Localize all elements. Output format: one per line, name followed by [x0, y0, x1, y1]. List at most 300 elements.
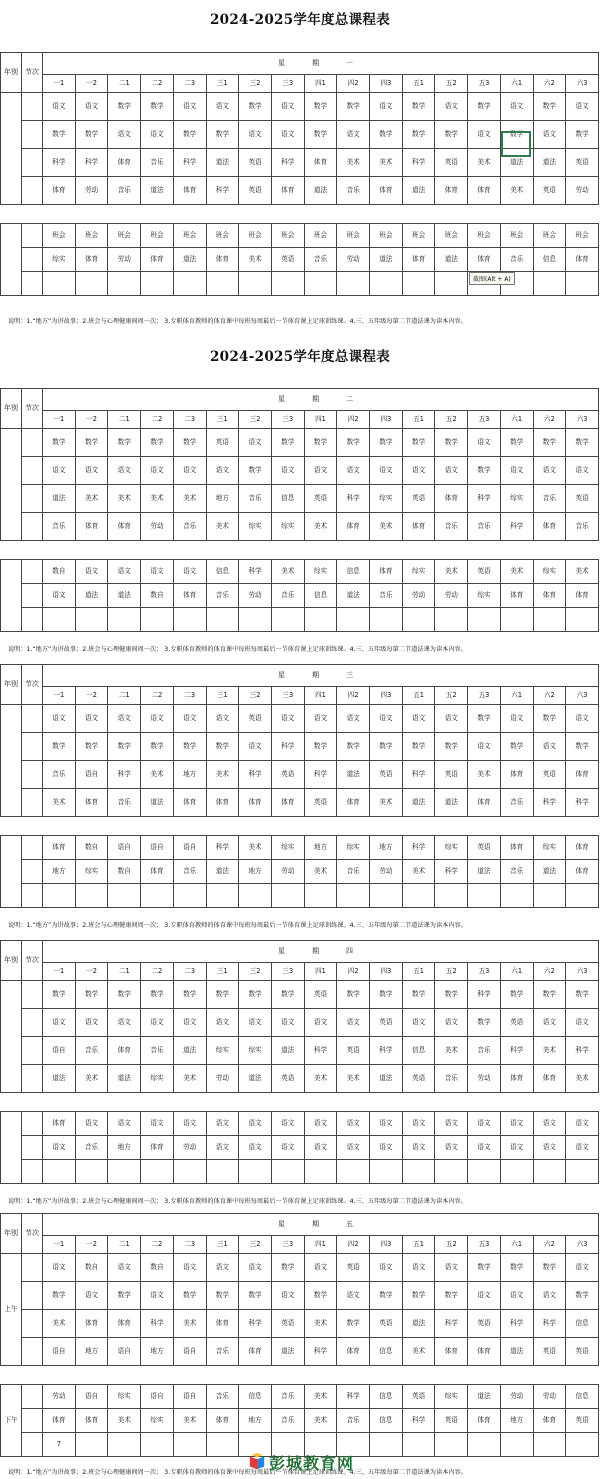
subject-cell[interactable]: 美术: [468, 761, 501, 789]
subject-cell[interactable]: 劳动: [337, 248, 370, 272]
subject-cell[interactable]: 数学: [304, 429, 337, 457]
subject-cell[interactable]: 体育: [206, 248, 239, 272]
subject-cell[interactable]: [43, 1160, 76, 1184]
subject-cell[interactable]: 语文: [206, 1136, 239, 1160]
subject-cell[interactable]: 语文: [566, 1112, 599, 1136]
subject-cell[interactable]: [108, 1433, 141, 1457]
subject-cell[interactable]: 数学: [141, 93, 174, 121]
subject-cell[interactable]: 语文: [337, 705, 370, 733]
subject-cell[interactable]: 音乐: [337, 177, 370, 205]
subject-cell[interactable]: 数学: [370, 733, 403, 761]
subject-cell[interactable]: 劳动: [108, 248, 141, 272]
subject-cell[interactable]: 语文: [75, 93, 108, 121]
subject-cell[interactable]: 音乐: [206, 584, 239, 608]
subject-cell[interactable]: [43, 884, 76, 908]
subject-cell[interactable]: 信息: [206, 560, 239, 584]
subject-cell[interactable]: 语文: [271, 121, 304, 149]
subject-cell[interactable]: 语文: [75, 560, 108, 584]
subject-cell[interactable]: 音乐: [75, 1037, 108, 1065]
subject-cell[interactable]: 音乐: [500, 248, 533, 272]
subject-cell[interactable]: 地方: [304, 836, 337, 860]
subject-cell[interactable]: 英语: [566, 485, 599, 513]
subject-cell[interactable]: 英语: [435, 761, 468, 789]
subject-cell[interactable]: [108, 1160, 141, 1184]
subject-cell[interactable]: 班会: [337, 224, 370, 248]
subject-cell[interactable]: 语文: [468, 429, 501, 457]
subject-cell[interactable]: 英语: [337, 1254, 370, 1282]
subject-cell[interactable]: 语文: [566, 457, 599, 485]
subject-cell[interactable]: [435, 1160, 468, 1184]
subject-cell[interactable]: 语文: [108, 1254, 141, 1282]
subject-cell[interactable]: 语自: [43, 1338, 76, 1366]
subject-cell[interactable]: 信息: [239, 1385, 272, 1409]
subject-cell[interactable]: 道法: [402, 177, 435, 205]
subject-cell[interactable]: 语文: [402, 457, 435, 485]
subject-cell[interactable]: 科学: [533, 789, 566, 817]
subject-cell[interactable]: [370, 1160, 403, 1184]
subject-cell[interactable]: 语文: [75, 1112, 108, 1136]
subject-cell[interactable]: 数学: [173, 733, 206, 761]
subject-cell[interactable]: 音乐: [304, 248, 337, 272]
subject-cell[interactable]: 语文: [304, 705, 337, 733]
subject-cell[interactable]: 道法: [402, 789, 435, 817]
subject-cell[interactable]: 体育: [75, 513, 108, 541]
subject-cell[interactable]: 美术: [108, 1409, 141, 1433]
subject-cell[interactable]: 信息: [370, 1385, 403, 1409]
subject-cell[interactable]: 语文: [337, 457, 370, 485]
subject-cell[interactable]: [468, 608, 501, 632]
subject-cell[interactable]: 劳动: [533, 1385, 566, 1409]
subject-cell[interactable]: 科学: [206, 836, 239, 860]
subject-cell[interactable]: [402, 884, 435, 908]
subject-cell[interactable]: [173, 1433, 206, 1457]
subject-cell[interactable]: 数学: [500, 1254, 533, 1282]
subject-cell[interactable]: 音乐: [43, 761, 76, 789]
subject-cell[interactable]: 英语: [566, 1338, 599, 1366]
subject-cell[interactable]: 数学: [533, 1254, 566, 1282]
subject-cell[interactable]: 语文: [173, 1112, 206, 1136]
subject-cell[interactable]: 语文: [239, 1009, 272, 1037]
subject-cell[interactable]: 科学: [43, 149, 76, 177]
subject-cell[interactable]: 语文: [239, 121, 272, 149]
subject-cell[interactable]: 数学: [337, 1310, 370, 1338]
subject-cell[interactable]: [239, 1160, 272, 1184]
subject-cell[interactable]: [239, 884, 272, 908]
subject-cell[interactable]: [173, 608, 206, 632]
subject-cell[interactable]: 数学: [337, 93, 370, 121]
subject-cell[interactable]: 劳动: [435, 584, 468, 608]
subject-cell[interactable]: 英语: [304, 789, 337, 817]
subject-cell[interactable]: 美术: [533, 1037, 566, 1065]
subject-cell[interactable]: 道法: [337, 584, 370, 608]
subject-cell[interactable]: 美术: [304, 1065, 337, 1093]
subject-cell[interactable]: 美术: [304, 1385, 337, 1409]
subject-cell[interactable]: 数学: [566, 121, 599, 149]
subject-cell[interactable]: 道法: [533, 149, 566, 177]
subject-cell[interactable]: 综实: [468, 584, 501, 608]
subject-cell[interactable]: [75, 884, 108, 908]
subject-cell[interactable]: 信息: [271, 485, 304, 513]
subject-cell[interactable]: 数学: [468, 457, 501, 485]
subject-cell[interactable]: 音乐: [43, 513, 76, 541]
subject-cell[interactable]: 道法: [173, 248, 206, 272]
subject-cell[interactable]: 英语: [304, 981, 337, 1009]
subject-cell[interactable]: 信息: [533, 248, 566, 272]
subject-cell[interactable]: 体育: [468, 1409, 501, 1433]
subject-cell[interactable]: 地方: [206, 485, 239, 513]
subject-cell[interactable]: 英语: [500, 1009, 533, 1037]
subject-cell[interactable]: 道法: [370, 248, 403, 272]
subject-cell[interactable]: [239, 608, 272, 632]
subject-cell[interactable]: 综实: [402, 560, 435, 584]
subject-cell[interactable]: 道法: [43, 485, 76, 513]
subject-cell[interactable]: 美术: [75, 485, 108, 513]
subject-cell[interactable]: 综实: [271, 513, 304, 541]
subject-cell[interactable]: 综实: [533, 560, 566, 584]
subject-cell[interactable]: 数学: [173, 1282, 206, 1310]
subject-cell[interactable]: 科学: [402, 761, 435, 789]
subject-cell[interactable]: 科学: [173, 149, 206, 177]
subject-cell[interactable]: 科学: [337, 1385, 370, 1409]
subject-cell[interactable]: 体育: [468, 248, 501, 272]
subject-cell[interactable]: 美术: [468, 149, 501, 177]
subject-cell[interactable]: 劳动: [75, 177, 108, 205]
subject-cell[interactable]: [566, 272, 599, 296]
subject-cell[interactable]: 数学: [500, 733, 533, 761]
subject-cell[interactable]: 地方: [141, 1338, 174, 1366]
subject-cell[interactable]: 班会: [370, 224, 403, 248]
subject-cell[interactable]: 语文: [468, 121, 501, 149]
subject-cell[interactable]: 语文: [141, 1009, 174, 1037]
subject-cell[interactable]: 数学: [173, 981, 206, 1009]
subject-cell[interactable]: 语文: [566, 1009, 599, 1037]
subject-cell[interactable]: 数自: [75, 1254, 108, 1282]
subject-cell[interactable]: 语文: [271, 1282, 304, 1310]
subject-cell[interactable]: 美术: [304, 1409, 337, 1433]
subject-cell[interactable]: 班会: [402, 224, 435, 248]
subject-cell[interactable]: 体育: [206, 1310, 239, 1338]
subject-cell[interactable]: 数自: [108, 860, 141, 884]
subject-cell[interactable]: 语文: [108, 1112, 141, 1136]
subject-cell[interactable]: 语自: [75, 1385, 108, 1409]
subject-cell[interactable]: 数学: [533, 429, 566, 457]
subject-cell[interactable]: 音乐: [435, 513, 468, 541]
subject-cell[interactable]: 科学: [75, 149, 108, 177]
subject-cell[interactable]: 语文: [271, 93, 304, 121]
subject-cell[interactable]: 语文: [108, 457, 141, 485]
subject-cell[interactable]: 综实: [108, 1385, 141, 1409]
subject-cell[interactable]: 数学: [370, 981, 403, 1009]
subject-cell[interactable]: 道法: [173, 1037, 206, 1065]
subject-cell[interactable]: 劳动: [141, 513, 174, 541]
subject-cell[interactable]: 体育: [533, 513, 566, 541]
subject-cell[interactable]: 体育: [75, 248, 108, 272]
subject-cell[interactable]: 道法: [468, 860, 501, 884]
subject-cell[interactable]: 综实: [239, 1037, 272, 1065]
subject-cell[interactable]: 数学: [402, 733, 435, 761]
subject-cell[interactable]: [206, 1160, 239, 1184]
subject-cell[interactable]: 数学: [75, 733, 108, 761]
subject-cell[interactable]: 语文: [533, 1112, 566, 1136]
subject-cell[interactable]: 体育: [43, 1112, 76, 1136]
subject-cell[interactable]: 美术: [370, 149, 403, 177]
subject-cell[interactable]: 数学: [500, 981, 533, 1009]
subject-cell[interactable]: 数学: [43, 121, 76, 149]
subject-cell[interactable]: [337, 272, 370, 296]
subject-cell[interactable]: 语文: [43, 1254, 76, 1282]
subject-cell[interactable]: [141, 1433, 174, 1457]
subject-cell[interactable]: 语文: [468, 1136, 501, 1160]
subject-cell[interactable]: [206, 608, 239, 632]
subject-cell[interactable]: 数学: [271, 981, 304, 1009]
subject-cell[interactable]: 语文: [271, 457, 304, 485]
subject-cell[interactable]: 数学: [402, 121, 435, 149]
subject-cell[interactable]: [141, 272, 174, 296]
subject-cell[interactable]: 信息: [304, 584, 337, 608]
subject-cell[interactable]: 语文: [239, 429, 272, 457]
subject-cell[interactable]: 体育: [141, 1136, 174, 1160]
subject-cell[interactable]: 数学: [206, 121, 239, 149]
subject-cell[interactable]: 音乐: [173, 513, 206, 541]
subject-cell[interactable]: 体育: [173, 177, 206, 205]
subject-cell[interactable]: 科学: [206, 177, 239, 205]
subject-cell[interactable]: 英语: [435, 149, 468, 177]
subject-cell[interactable]: 美术: [566, 1065, 599, 1093]
subject-cell[interactable]: [402, 608, 435, 632]
subject-cell[interactable]: 语文: [500, 1136, 533, 1160]
subject-cell[interactable]: 语自: [108, 836, 141, 860]
subject-cell[interactable]: 语文: [271, 1112, 304, 1136]
subject-cell[interactable]: 语文: [75, 457, 108, 485]
subject-cell[interactable]: [500, 1160, 533, 1184]
subject-cell[interactable]: 科学: [271, 733, 304, 761]
subject-cell[interactable]: 英语: [271, 248, 304, 272]
subject-cell[interactable]: 数学: [108, 429, 141, 457]
subject-cell[interactable]: 体育: [271, 177, 304, 205]
subject-cell[interactable]: 英语: [206, 429, 239, 457]
subject-cell[interactable]: 班会: [435, 224, 468, 248]
subject-cell[interactable]: 语自: [173, 1338, 206, 1366]
subject-cell[interactable]: 道法: [75, 584, 108, 608]
subject-cell[interactable]: 音乐: [337, 1409, 370, 1433]
subject-cell[interactable]: 数学: [402, 93, 435, 121]
subject-cell[interactable]: 英语: [271, 761, 304, 789]
subject-cell[interactable]: 语文: [108, 560, 141, 584]
subject-cell[interactable]: 科学: [239, 761, 272, 789]
subject-cell[interactable]: 道法: [304, 177, 337, 205]
subject-cell[interactable]: 语文: [304, 457, 337, 485]
subject-cell[interactable]: [304, 608, 337, 632]
subject-cell[interactable]: 体育: [435, 485, 468, 513]
subject-cell[interactable]: 数学: [304, 1282, 337, 1310]
subject-cell[interactable]: 道法: [500, 1338, 533, 1366]
subject-cell[interactable]: 语文: [75, 1009, 108, 1037]
subject-cell[interactable]: 体育: [468, 789, 501, 817]
subject-cell[interactable]: 数学: [75, 981, 108, 1009]
subject-cell[interactable]: 数学: [566, 981, 599, 1009]
subject-cell[interactable]: [206, 272, 239, 296]
subject-cell[interactable]: 数学: [271, 429, 304, 457]
subject-cell[interactable]: 地方: [75, 1338, 108, 1366]
subject-cell[interactable]: 信息: [566, 1310, 599, 1338]
subject-cell[interactable]: [206, 1433, 239, 1457]
subject-cell[interactable]: 地方: [43, 860, 76, 884]
subject-cell[interactable]: 科学: [435, 860, 468, 884]
subject-cell[interactable]: [468, 1160, 501, 1184]
subject-cell[interactable]: 语文: [271, 1009, 304, 1037]
subject-cell[interactable]: 体育: [566, 761, 599, 789]
subject-cell[interactable]: 语文: [370, 705, 403, 733]
subject-cell[interactable]: 语文: [435, 1136, 468, 1160]
subject-cell[interactable]: 体育: [141, 860, 174, 884]
subject-cell[interactable]: 语文: [370, 93, 403, 121]
subject-cell[interactable]: 体育: [271, 789, 304, 817]
subject-cell[interactable]: 语文: [141, 560, 174, 584]
subject-cell[interactable]: 英语: [468, 836, 501, 860]
subject-cell[interactable]: 美术: [500, 177, 533, 205]
subject-cell[interactable]: 音乐: [108, 789, 141, 817]
subject-cell[interactable]: 班会: [566, 224, 599, 248]
subject-cell[interactable]: 美术: [173, 1310, 206, 1338]
subject-cell[interactable]: 科学: [239, 1310, 272, 1338]
subject-cell[interactable]: [337, 608, 370, 632]
subject-cell[interactable]: 数学: [500, 429, 533, 457]
subject-cell[interactable]: 语文: [500, 457, 533, 485]
subject-cell[interactable]: 科学: [402, 1409, 435, 1433]
subject-cell[interactable]: 美术: [239, 248, 272, 272]
subject-cell[interactable]: 语文: [566, 93, 599, 121]
subject-cell[interactable]: 综实: [337, 836, 370, 860]
subject-cell[interactable]: 体育: [533, 1065, 566, 1093]
subject-cell[interactable]: 语文: [435, 93, 468, 121]
subject-cell[interactable]: 语文: [337, 121, 370, 149]
subject-cell[interactable]: 音乐: [239, 485, 272, 513]
subject-cell[interactable]: 体育: [337, 789, 370, 817]
subject-cell[interactable]: 语文: [402, 1254, 435, 1282]
subject-cell[interactable]: 语文: [141, 705, 174, 733]
subject-cell[interactable]: 科学: [337, 485, 370, 513]
subject-cell[interactable]: 劳动: [370, 860, 403, 884]
subject-cell[interactable]: 美术: [304, 513, 337, 541]
subject-cell[interactable]: 语文: [43, 705, 76, 733]
subject-cell[interactable]: 语文: [337, 1136, 370, 1160]
subject-cell[interactable]: 综实: [304, 560, 337, 584]
subject-cell[interactable]: 信息: [566, 1385, 599, 1409]
subject-cell[interactable]: 科学: [500, 1310, 533, 1338]
subject-cell[interactable]: 数学: [533, 981, 566, 1009]
subject-cell[interactable]: 音乐: [206, 1385, 239, 1409]
subject-cell[interactable]: 数学: [141, 981, 174, 1009]
subject-cell[interactable]: 语文: [566, 1136, 599, 1160]
subject-cell[interactable]: 语文: [173, 1254, 206, 1282]
subject-cell[interactable]: 劳动: [173, 1136, 206, 1160]
subject-cell[interactable]: 语文: [370, 457, 403, 485]
subject-cell[interactable]: [435, 608, 468, 632]
subject-cell[interactable]: 综实: [271, 836, 304, 860]
subject-cell[interactable]: 数学: [141, 429, 174, 457]
subject-cell[interactable]: 综实: [435, 836, 468, 860]
subject-cell[interactable]: 数学: [337, 981, 370, 1009]
subject-cell[interactable]: [43, 608, 76, 632]
subject-cell[interactable]: 综实: [239, 513, 272, 541]
subject-cell[interactable]: 英语: [239, 177, 272, 205]
subject-cell[interactable]: 班会: [533, 224, 566, 248]
subject-cell[interactable]: 美术: [304, 1310, 337, 1338]
subject-cell[interactable]: 语文: [75, 705, 108, 733]
subject-cell[interactable]: 语文: [533, 733, 566, 761]
subject-cell[interactable]: [108, 272, 141, 296]
subject-cell[interactable]: 数学: [43, 1282, 76, 1310]
subject-cell[interactable]: 数学: [108, 981, 141, 1009]
subject-cell[interactable]: 劳动: [271, 860, 304, 884]
subject-cell[interactable]: 语文: [43, 584, 76, 608]
subject-cell[interactable]: 语文: [173, 1009, 206, 1037]
subject-cell[interactable]: 英语: [370, 761, 403, 789]
subject-cell[interactable]: 数学: [75, 429, 108, 457]
subject-cell[interactable]: 体育: [43, 836, 76, 860]
subject-cell[interactable]: 语文: [206, 1112, 239, 1136]
subject-cell[interactable]: 体育: [239, 1338, 272, 1366]
subject-cell[interactable]: [566, 608, 599, 632]
subject-cell[interactable]: 数学: [533, 705, 566, 733]
subject-cell[interactable]: [337, 884, 370, 908]
subject-cell[interactable]: 英语: [239, 149, 272, 177]
subject-cell[interactable]: 地方: [239, 860, 272, 884]
subject-cell[interactable]: 音乐: [468, 513, 501, 541]
subject-cell[interactable]: [271, 272, 304, 296]
subject-cell[interactable]: 数学: [239, 93, 272, 121]
subject-cell[interactable]: 体育: [337, 513, 370, 541]
subject-cell[interactable]: 语文: [533, 1282, 566, 1310]
subject-cell[interactable]: 美术: [173, 485, 206, 513]
subject-cell[interactable]: 语文: [533, 457, 566, 485]
subject-cell[interactable]: 语文: [402, 705, 435, 733]
subject-cell[interactable]: 体育: [435, 177, 468, 205]
subject-cell[interactable]: 体育: [370, 177, 403, 205]
subject-cell[interactable]: 英语: [337, 1037, 370, 1065]
subject-cell[interactable]: [533, 608, 566, 632]
subject-cell[interactable]: 语自: [43, 1037, 76, 1065]
subject-cell[interactable]: 语文: [141, 1282, 174, 1310]
subject-cell[interactable]: 数学: [173, 121, 206, 149]
subject-cell[interactable]: 数学: [500, 121, 533, 149]
subject-cell[interactable]: [402, 1160, 435, 1184]
subject-cell[interactable]: 音乐: [75, 1136, 108, 1160]
subject-cell[interactable]: 地方: [239, 1409, 272, 1433]
subject-cell[interactable]: 班会: [304, 224, 337, 248]
subject-cell[interactable]: 美术: [173, 1065, 206, 1093]
subject-cell[interactable]: 体育: [75, 1310, 108, 1338]
subject-cell[interactable]: 道法: [468, 1385, 501, 1409]
subject-cell[interactable]: 数学: [468, 705, 501, 733]
subject-cell[interactable]: 音乐: [566, 513, 599, 541]
subject-cell[interactable]: [402, 272, 435, 296]
subject-cell[interactable]: 数学: [435, 981, 468, 1009]
subject-cell[interactable]: [271, 1160, 304, 1184]
subject-cell[interactable]: 语文: [206, 457, 239, 485]
subject-cell[interactable]: [173, 272, 206, 296]
subject-cell[interactable]: [337, 1160, 370, 1184]
subject-cell[interactable]: 体育: [206, 789, 239, 817]
subject-cell[interactable]: 数学: [370, 1282, 403, 1310]
subject-cell[interactable]: 美术: [402, 860, 435, 884]
subject-cell[interactable]: [566, 884, 599, 908]
subject-cell[interactable]: 音乐: [271, 1409, 304, 1433]
subject-cell[interactable]: 科学: [304, 761, 337, 789]
subject-cell[interactable]: 数学: [173, 429, 206, 457]
subject-cell[interactable]: 科学: [304, 1037, 337, 1065]
subject-cell[interactable]: 英语: [533, 761, 566, 789]
